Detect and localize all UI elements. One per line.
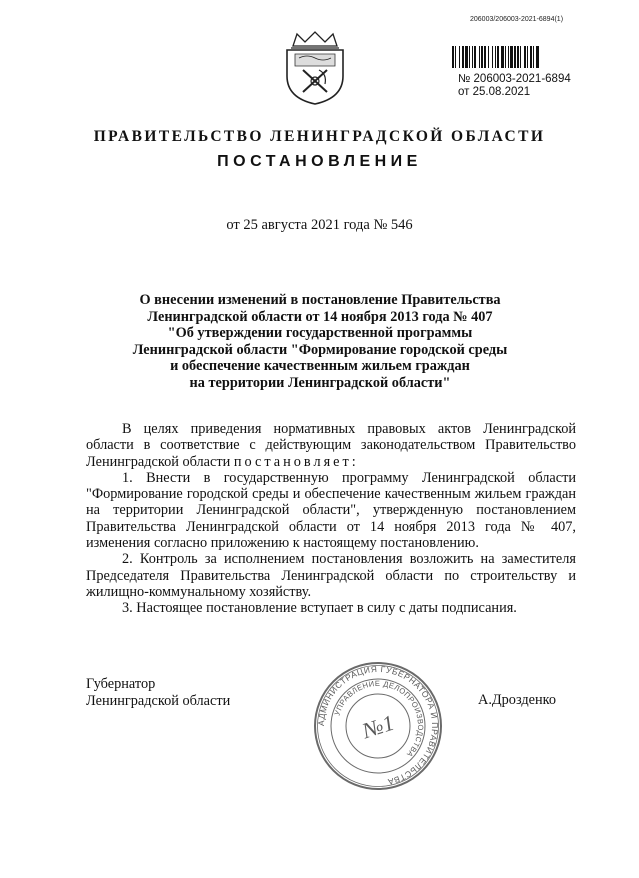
document-title bbox=[110, 292, 530, 392]
barcode-bar bbox=[472, 46, 473, 68]
barcode-bar bbox=[505, 46, 506, 68]
clause-3: 3. Настоящее постановление вступает в силу с даты подписания. bbox=[122, 600, 517, 617]
barcode-bar bbox=[465, 46, 468, 68]
signatory-name: А.Дрозденко bbox=[478, 692, 556, 708]
signatory-position bbox=[86, 676, 230, 709]
seal-number: №1 bbox=[359, 709, 398, 744]
authority-name: ПРАВИТЕЛЬСТВО ЛЕНИНГРАДСКОЙ ОБЛАСТИ bbox=[93, 128, 546, 145]
seal-inner-text: УПРАВЛЕНИЕ ДЕЛОПРОИЗВОДСТВА bbox=[332, 678, 426, 759]
barcode-bar bbox=[497, 46, 499, 68]
title-line: О внесении изменений в постановление Правительства bbox=[139, 292, 501, 308]
barcode-bar bbox=[501, 46, 504, 68]
barcode-bar bbox=[474, 46, 476, 68]
document-code: 206003/206003-2021-6894(1) bbox=[470, 16, 564, 23]
document-type: ПОСТАНОВЛЕНИЕ bbox=[217, 153, 422, 170]
barcode-bar bbox=[479, 46, 480, 68]
coat-of-arms-icon bbox=[283, 30, 347, 106]
barcode-bar bbox=[530, 46, 532, 68]
title-line: Ленинградской области "Формирование городской среды bbox=[132, 341, 508, 358]
barcode-bar bbox=[452, 46, 454, 68]
document-body bbox=[86, 421, 576, 617]
barcode-bar bbox=[527, 46, 528, 68]
barcode-bar bbox=[533, 46, 534, 68]
resolves-word: постановляет: bbox=[233, 453, 359, 470]
barcode-bar bbox=[514, 46, 516, 68]
barcode-bar bbox=[484, 46, 486, 68]
preamble-text: В целях приведения нормативных правовых актов Ленинградской области в соответствие с действующим законодательством Правительство Ленинградской области bbox=[86, 421, 576, 470]
position-line: Губернатор bbox=[86, 676, 156, 692]
barcode-bar bbox=[536, 46, 539, 68]
barcode-icon bbox=[452, 46, 584, 68]
barcode-bar bbox=[508, 46, 509, 68]
document-date: от 25 августа 2021 года № 546 bbox=[226, 217, 413, 233]
position-line: Ленинградской области bbox=[86, 692, 231, 709]
barcode-bar bbox=[462, 46, 464, 68]
barcode-bar bbox=[517, 46, 519, 68]
barcode-bar bbox=[524, 46, 526, 68]
seal-ring-text: АДМИНИСТРАЦИЯ ГУБЕРНАТОРА И ПРАВИТЕЛЬСТВА bbox=[315, 663, 441, 788]
barcode-bar bbox=[510, 46, 513, 68]
title-line: Ленинградской области от 14 ноября 2013 года № 407 bbox=[147, 308, 493, 325]
clause-2: 2. Контроль за исполнением постановления возложить на заместителя Председателя Правительства Ленинградской области по строительству и жилищно-коммунальному хозяйству. bbox=[86, 551, 576, 600]
barcode-bar bbox=[495, 46, 496, 68]
title-line: на территории Ленинградской области" bbox=[189, 374, 451, 391]
registration-number: № 206003-2021-6894 bbox=[458, 73, 571, 85]
registration-stamp bbox=[458, 73, 571, 99]
barcode-bar bbox=[459, 46, 460, 68]
title-line: и обеспечение качественным жильем граждан bbox=[170, 358, 470, 375]
registration-date: от 25.08.2021 bbox=[458, 86, 531, 98]
barcode-bar bbox=[488, 46, 489, 68]
title-line: "Об утверждении государственной программы bbox=[167, 325, 473, 342]
barcode-bar bbox=[520, 46, 521, 68]
preamble bbox=[86, 421, 576, 470]
barcode-bar bbox=[492, 46, 493, 68]
official-seal bbox=[312, 660, 444, 792]
barcode-bar bbox=[481, 46, 483, 68]
clause-1: 1. Внести в государственную программу Ленинградской области "Формирование городской среды и обеспечение качественным жильем граждан на территории Ленинградской области", утвержденную постановлением Правительства Ленинградской области от 14 ноября 2013 года № 407, изменения согласно приложению к настоящему постановлению. bbox=[86, 469, 576, 552]
barcode-bar bbox=[455, 46, 456, 68]
barcode-bar bbox=[469, 46, 470, 68]
